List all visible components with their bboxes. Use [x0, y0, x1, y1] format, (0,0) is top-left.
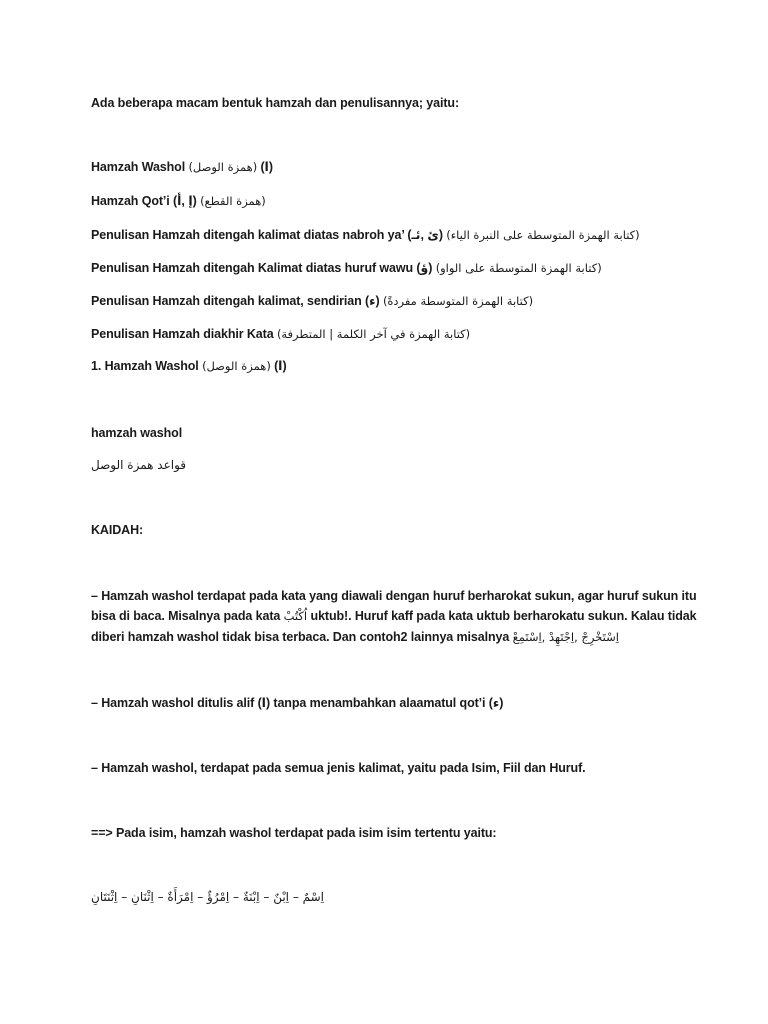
- section-arabic: (همزة الوصل): [202, 359, 271, 373]
- rule1-line3: [91, 628, 619, 646]
- type-latin: Penulisan Hamzah ditengah Kalimat diatas huruf wawu (ؤ): [91, 261, 436, 275]
- type-hamzah-washol: [91, 158, 273, 176]
- type-arabic: (كتابة الهمزة المتوسطة مفردةً): [382, 294, 533, 308]
- section-latin: 1. Hamzah Washol: [91, 359, 203, 373]
- type-hamzah-nabroh-ya: [91, 226, 640, 244]
- type-latin: Hamzah Washol: [91, 160, 189, 174]
- type-hamzah-wawu: [91, 259, 602, 277]
- rule1-line2: [91, 607, 696, 625]
- type-hamzah-akhir: [91, 325, 470, 343]
- isim-intro: ==> Pada isim, hamzah washol terdapat pada isim isim tertentu yaitu:: [91, 826, 497, 840]
- section-heading-hamzah-washol: [91, 357, 287, 375]
- kaidah-label: KAIDAH:: [91, 523, 144, 537]
- type-arabic: (همزة القطع): [200, 194, 266, 208]
- type-latin: Penulisan Hamzah ditengah kalimat diatas nabroh ya’ (ئ ,ئـ): [91, 228, 447, 242]
- rule1-line1: – Hamzah washol terdapat pada kata yang diawali dengan huruf berharokat sukun, agar huruf sukun itu: [91, 589, 697, 603]
- rule1-line3-arabic: اِسْتَخْرِجْ ,اِجْتَهِدْ ,اِسْتَمِعْ: [512, 630, 619, 644]
- type-arabic: (كتابة الهمزة في آخر الكلمة | المتطرفة): [276, 327, 471, 341]
- type-latin: Hamzah Qot’i (إ ,أ): [91, 194, 201, 208]
- rule1-line2-pre: bisa di baca. Misalnya pada kata: [91, 609, 284, 623]
- intro-text: Ada beberapa macam bentuk hamzah dan penulisannya; yaitu:: [91, 96, 460, 110]
- rule1-line2-arabic: اُكْتُبْ: [283, 609, 308, 623]
- section-tail: (ا): [270, 359, 287, 373]
- type-latin: Penulisan Hamzah diakhir Kata: [91, 327, 277, 341]
- type-hamzah-sendirian: [91, 292, 533, 310]
- rule2-text: – Hamzah washol ditulis alif (ا) tanpa menambahkan alaamatul qot’i (ء): [91, 696, 504, 710]
- type-latin: Penulisan Hamzah ditengah kalimat, sendirian (ء): [91, 294, 383, 308]
- subheading: hamzah washol: [91, 426, 183, 440]
- type-arabic: (همزة الوصل): [188, 160, 258, 174]
- rule1-line2-post: uktub!. Huruf kaff pada kata uktub berharokatu sukun. Kalau tidak: [307, 609, 697, 623]
- isim-examples: اِسْمٌ – اِبْنٌ – اِبْنَةٌ – اِمْرُؤٌ – اِمْرَأَةٌ – اِثْنَانِ – اِثْنَتَانِ: [91, 890, 325, 904]
- rule1-line3-pre: diberi hamzah washol tidak bisa terbaca. Dan contoh2 lainnya misalnya: [91, 630, 513, 644]
- type-hamzah-qoti: [91, 192, 266, 210]
- rule3-text: – Hamzah washol, terdapat pada semua jenis kalimat, yaitu pada Isim, Fiil dan Huruf.: [91, 761, 586, 775]
- type-arabic: (كتابة الهمزة المتوسطة على النبرة الياء): [446, 228, 640, 242]
- subheading-arabic: قواعد همزة الوصل: [91, 458, 186, 472]
- type-arabic: (كتابة الهمزة المتوسطة على الواو): [435, 261, 602, 275]
- type-tail: (ا): [257, 160, 273, 174]
